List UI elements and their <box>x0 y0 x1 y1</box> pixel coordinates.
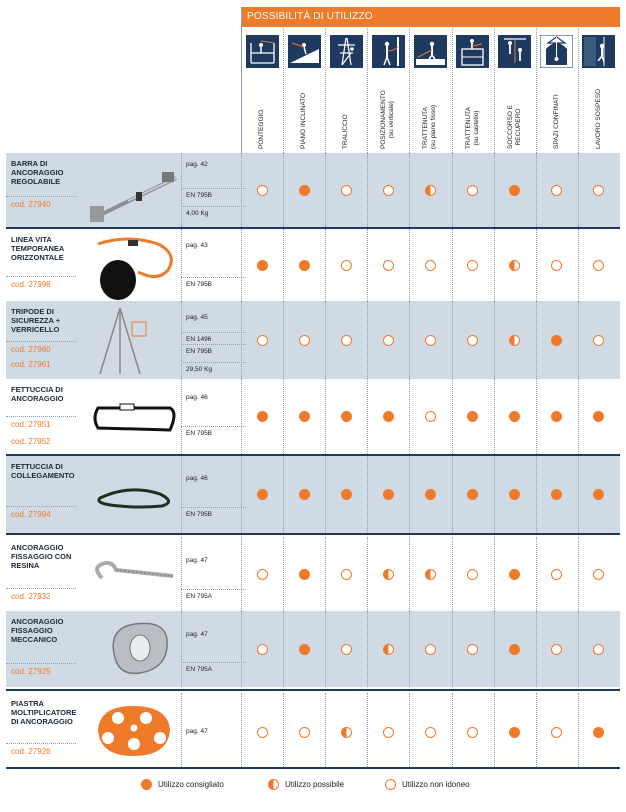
product-info: pag. 47 <box>186 631 208 638</box>
usage-dot-piano_inclinato <box>299 569 310 580</box>
product-info: pag. 47 <box>186 728 208 735</box>
usage-dot-trattenuta_castello <box>467 260 478 271</box>
column-divider <box>578 301 579 379</box>
product-name: BARRA DI ANCORAGGIO REGOLABILE <box>11 159 64 186</box>
info-separator <box>181 589 246 590</box>
product-info: 4,00 Kg <box>186 210 209 217</box>
usage-dot-traliccio <box>341 569 352 580</box>
usage-dot-trattenuta_castello <box>467 411 478 422</box>
column-divider <box>367 379 368 454</box>
column-label-lavoro_sospeso <box>595 89 603 149</box>
column-divider <box>452 229 453 301</box>
column-divider <box>578 537 579 611</box>
info-separator <box>181 662 246 663</box>
pylon-icon <box>330 35 363 68</box>
rescue-icon <box>498 35 531 68</box>
product-image <box>90 304 185 381</box>
column-divider <box>452 28 453 153</box>
group-separator <box>6 454 620 456</box>
column-divider <box>367 28 368 153</box>
usage-dot-soccorso <box>509 335 520 346</box>
suspended-work-icon <box>582 35 615 68</box>
info-separator <box>181 362 246 363</box>
usage-dot-lavoro_sospeso <box>593 185 604 196</box>
column-divider <box>367 229 368 301</box>
column-divider <box>325 301 326 379</box>
product-info: EN 795B <box>186 348 213 355</box>
restraint-flat-icon <box>414 35 447 68</box>
column-divider <box>494 28 495 153</box>
column-divider <box>578 28 579 153</box>
usage-dot-posizionamento <box>383 185 394 196</box>
usage-dot-trattenuta_castello <box>467 644 478 655</box>
column-divider <box>283 456 284 533</box>
column-divider <box>325 537 326 611</box>
usage-dot-posizionamento <box>383 727 394 738</box>
usage-dot-trattenuta_castello <box>467 727 478 738</box>
usage-dot-ponteggio <box>257 489 268 500</box>
column-label-piano_inclinato <box>300 93 308 149</box>
column-divider <box>494 693 495 767</box>
header-blank <box>6 7 241 153</box>
product-name: ANCORAGGIO FISSAGGIO MECCANICO <box>11 617 64 644</box>
product-code: cod. 27925 <box>11 667 51 676</box>
product-image <box>88 232 183 307</box>
usage-dot-lavoro_sospeso <box>593 489 604 500</box>
usage-dot-lavoro_sospeso <box>593 644 604 655</box>
product-image <box>88 700 183 765</box>
usage-dot-traliccio <box>341 644 352 655</box>
header-title: POSSIBILITÀ DI UTILIZZO <box>241 7 620 27</box>
product-code: cod. 27998 <box>11 280 51 289</box>
table-row <box>6 379 620 454</box>
confined-space-icon <box>540 35 573 68</box>
product-info: EN 795B <box>186 192 213 199</box>
usage-dot-ponteggio <box>257 644 268 655</box>
product-code: cod. 27952 <box>11 437 51 446</box>
product-info: pag. 47 <box>186 557 208 564</box>
usage-dot-trattenuta_piano <box>425 569 436 580</box>
usage-dot-piano_inclinato <box>299 727 310 738</box>
table-row <box>6 537 620 611</box>
column-divider <box>409 611 410 687</box>
product-info: EN 795B <box>186 430 213 437</box>
column-divider <box>409 537 410 611</box>
column-divider <box>536 379 537 454</box>
usage-dot-piano_inclinato <box>299 260 310 271</box>
column-label-text: SOCCORSO E <box>506 104 514 149</box>
column-divider <box>494 379 495 454</box>
column-divider <box>241 456 242 533</box>
column-label-posizionamento <box>380 90 396 149</box>
info-separator <box>181 344 246 345</box>
column-label-traliccio <box>342 114 350 149</box>
column-divider <box>494 537 495 611</box>
column-divider <box>283 379 284 454</box>
product-info: EN 795A <box>186 593 213 600</box>
column-divider <box>452 301 453 379</box>
usage-dot-traliccio <box>341 411 352 422</box>
table-row <box>6 611 620 687</box>
scaffold-icon <box>246 35 279 68</box>
code-separator <box>6 341 76 342</box>
usage-dot-piano_inclinato <box>299 644 310 655</box>
column-divider <box>325 611 326 687</box>
product-image <box>90 478 185 518</box>
usage-dot-trattenuta_piano <box>425 489 436 500</box>
column-divider <box>283 301 284 379</box>
column-label-text: TRATTENUTA <box>422 106 430 149</box>
column-divider <box>241 301 242 379</box>
column-divider <box>409 301 410 379</box>
product-code: cod. 27926 <box>11 747 51 756</box>
usage-dot-trattenuta_piano <box>425 335 436 346</box>
column-divider <box>181 537 182 611</box>
legend-item-full <box>141 779 224 790</box>
column-divider <box>452 693 453 767</box>
column-label-trattenuta_castello <box>465 107 481 149</box>
usage-dot-traliccio <box>341 489 352 500</box>
column-divider <box>367 301 368 379</box>
column-divider <box>181 379 182 454</box>
column-divider <box>452 153 453 227</box>
product-info: pag. 46 <box>186 475 208 482</box>
column-divider <box>181 153 182 227</box>
legend-label: Utilizzo non idoneo <box>402 780 470 789</box>
column-divider <box>494 611 495 687</box>
product-code: cod. 27994 <box>11 510 51 519</box>
column-label-text: TRATTENUTA <box>464 106 472 149</box>
usage-dot-trattenuta_castello <box>467 489 478 500</box>
usage-dot-traliccio <box>341 260 352 271</box>
column-divider <box>325 28 326 153</box>
usage-dot-piano_inclinato <box>299 335 310 346</box>
column-divider <box>578 229 579 301</box>
product-info: pag. 46 <box>186 394 208 401</box>
legend-label: Utilizzo possibile <box>285 780 345 789</box>
usage-dot-lavoro_sospeso <box>593 411 604 422</box>
usage-dot-posizionamento <box>383 644 394 655</box>
code-separator <box>6 588 76 589</box>
column-divider <box>241 153 242 227</box>
column-sublabel-text: (su piano fisso) <box>430 104 438 149</box>
usage-dot-soccorso <box>509 260 520 271</box>
group-separator <box>6 533 620 535</box>
column-divider <box>181 456 182 533</box>
usage-dot-posizionamento <box>383 489 394 500</box>
usage-dot-traliccio <box>341 335 352 346</box>
usage-dot-piano_inclinato <box>299 411 310 422</box>
positioning-icon <box>372 35 405 68</box>
column-label-text: POSIZIONAMENTO <box>380 90 388 149</box>
usage-dot-soccorso <box>509 569 520 580</box>
column-divider <box>283 153 284 227</box>
info-separator <box>181 332 246 333</box>
column-label-ponteggio <box>258 110 266 149</box>
usage-dot-ponteggio <box>257 411 268 422</box>
column-divider <box>181 301 182 379</box>
product-image <box>88 558 183 603</box>
column-divider <box>367 537 368 611</box>
product-code: cod. 27960 <box>11 345 51 354</box>
column-divider <box>241 693 242 767</box>
column-divider <box>325 693 326 767</box>
column-divider <box>578 153 579 227</box>
column-divider <box>494 229 495 301</box>
column-label-soccorso <box>507 105 523 149</box>
usage-dot-lavoro_sospeso <box>593 569 604 580</box>
column-divider <box>409 153 410 227</box>
column-divider <box>452 537 453 611</box>
usage-dot-trattenuta_piano <box>425 185 436 196</box>
column-divider <box>536 693 537 767</box>
column-divider <box>241 379 242 454</box>
info-separator <box>181 277 246 278</box>
usage-dot-traliccio <box>341 727 352 738</box>
usage-dot-trattenuta_castello <box>467 335 478 346</box>
product-image <box>90 398 185 443</box>
product-name: ANCORAGGIO FISSAGGIO CON RESINA <box>11 543 72 570</box>
column-sublabel-text: (su verticale) <box>388 101 396 139</box>
column-divider <box>367 611 368 687</box>
restraint-tower-icon <box>456 35 489 68</box>
usage-dot-posizionamento <box>383 260 394 271</box>
column-divider <box>536 229 537 301</box>
column-divider <box>181 611 182 687</box>
column-divider <box>452 379 453 454</box>
column-divider <box>283 693 284 767</box>
usage-dot-spazi_confinati <box>551 185 562 196</box>
usage-dot-piano_inclinato <box>299 185 310 196</box>
usage-dot-soccorso <box>509 411 520 422</box>
column-divider <box>409 693 410 767</box>
usage-dot-posizionamento <box>383 411 394 422</box>
column-sublabel-text: RECUPERO <box>514 108 522 146</box>
code-separator <box>6 416 76 417</box>
product-info: pag. 42 <box>186 161 208 168</box>
product-info: pag. 45 <box>186 314 208 321</box>
usage-dot-lavoro_sospeso <box>593 335 604 346</box>
column-label-text: TRALICCIO <box>342 114 350 149</box>
usage-dot-spazi_confinati <box>551 644 562 655</box>
code-separator <box>6 743 76 744</box>
column-divider <box>283 611 284 687</box>
legend-item-half <box>268 779 344 790</box>
usage-dot-spazi_confinati <box>551 260 562 271</box>
column-divider <box>578 693 579 767</box>
usage-dot-spazi_confinati <box>551 489 562 500</box>
info-separator <box>181 426 246 427</box>
column-divider <box>283 537 284 611</box>
table-row <box>6 456 620 533</box>
column-divider <box>536 611 537 687</box>
usage-dot-trattenuta_castello <box>467 185 478 196</box>
product-name: LINEA VITA TEMPORANEA ORIZZONTALE <box>11 235 65 262</box>
usage-dot-ponteggio <box>257 185 268 196</box>
column-divider <box>283 229 284 301</box>
table-row <box>6 693 620 767</box>
column-divider <box>494 301 495 379</box>
column-divider <box>367 456 368 533</box>
column-divider <box>325 229 326 301</box>
column-label-text: PONTEGGIO <box>258 109 266 149</box>
product-code: cod. 27961 <box>11 360 51 369</box>
legend-label: Utilizzo consigliato <box>158 780 224 789</box>
usage-dot-soccorso <box>509 489 520 500</box>
usage-dot-trattenuta_castello <box>467 569 478 580</box>
column-label-text: LAVORO SOSPESO <box>594 88 602 149</box>
column-label-spazi_confinati <box>553 94 561 149</box>
column-divider <box>409 456 410 533</box>
usage-dot-spazi_confinati <box>551 335 562 346</box>
usage-dot-soccorso <box>509 644 520 655</box>
column-divider <box>452 611 453 687</box>
code-separator <box>6 196 76 197</box>
group-separator <box>6 689 620 691</box>
group-separator <box>6 767 620 769</box>
column-divider <box>181 693 182 767</box>
column-label-text: SPAZI CONFINATI <box>552 94 560 149</box>
column-divider <box>409 28 410 153</box>
product-info: 29,50 Kg <box>186 366 213 373</box>
header-divider <box>241 7 242 153</box>
column-divider <box>241 537 242 611</box>
info-separator <box>181 188 246 189</box>
usage-dot-ponteggio <box>257 569 268 580</box>
column-divider <box>536 28 537 153</box>
product-info: EN 795B <box>186 511 213 518</box>
table-row <box>6 153 620 227</box>
inclined-roof-icon <box>288 35 321 68</box>
column-divider <box>578 611 579 687</box>
usage-dot-spazi_confinati <box>551 727 562 738</box>
column-divider <box>536 537 537 611</box>
code-separator <box>6 506 76 507</box>
column-label-trattenuta_piano <box>422 105 438 149</box>
usage-dot-ponteggio <box>257 335 268 346</box>
product-info: EN 795A <box>186 666 213 673</box>
column-divider <box>241 229 242 301</box>
column-divider <box>536 456 537 533</box>
column-divider <box>241 611 242 687</box>
column-divider <box>325 456 326 533</box>
code-separator <box>6 663 76 664</box>
column-divider <box>494 153 495 227</box>
product-code: cod. 27932 <box>11 592 51 601</box>
usage-dot-trattenuta_piano <box>425 260 436 271</box>
legend-dot <box>385 779 396 790</box>
legend-dot <box>141 779 152 790</box>
column-divider <box>578 456 579 533</box>
column-divider <box>452 456 453 533</box>
column-divider <box>325 153 326 227</box>
column-divider <box>325 379 326 454</box>
usage-dot-trattenuta_piano <box>425 644 436 655</box>
usage-dot-ponteggio <box>257 260 268 271</box>
column-divider <box>494 456 495 533</box>
code-separator <box>6 276 76 277</box>
product-name: PIASTRA MOLTIPLICATORE DI ANCORAGGIO <box>11 699 77 726</box>
usage-dot-spazi_confinati <box>551 411 562 422</box>
info-separator <box>181 206 246 207</box>
usage-dot-piano_inclinato <box>299 489 310 500</box>
table-row <box>6 301 620 379</box>
column-divider <box>536 153 537 227</box>
usage-dot-trattenuta_piano <box>425 727 436 738</box>
product-code: cod. 27940 <box>11 200 51 209</box>
usage-dot-soccorso <box>509 727 520 738</box>
product-name: FETTUCCIA DI COLLEGAMENTO <box>11 462 75 480</box>
column-divider <box>578 379 579 454</box>
column-divider <box>409 379 410 454</box>
usage-dot-soccorso <box>509 185 520 196</box>
info-separator <box>181 507 246 508</box>
table-row <box>6 229 620 301</box>
column-divider <box>536 301 537 379</box>
product-image <box>95 618 190 683</box>
usage-dot-lavoro_sospeso <box>593 727 604 738</box>
column-divider <box>367 153 368 227</box>
usage-dot-spazi_confinati <box>551 569 562 580</box>
usage-dot-posizionamento <box>383 569 394 580</box>
legend-dot <box>268 779 279 790</box>
product-name: TRIPODE DI SICUREZZA + VERRICELLO <box>11 307 61 334</box>
column-divider <box>181 229 182 301</box>
column-divider <box>367 693 368 767</box>
product-image <box>88 168 183 228</box>
column-divider <box>409 229 410 301</box>
usage-dot-trattenuta_piano <box>425 411 436 422</box>
legend-item-none <box>385 779 470 790</box>
group-separator <box>6 227 620 229</box>
product-name: FETTUCCIA DI ANCORAGGIO <box>11 385 64 403</box>
column-label-text: PIANO INCLINATO <box>300 92 308 149</box>
product-info: pag. 43 <box>186 242 208 249</box>
column-sublabel-text: (su castello) <box>472 110 480 146</box>
usage-dot-posizionamento <box>383 335 394 346</box>
column-divider <box>283 28 284 153</box>
usage-dot-lavoro_sospeso <box>593 260 604 271</box>
product-code: cod. 27951 <box>11 420 51 429</box>
product-info: EN 795B <box>186 281 213 288</box>
product-info: EN 1496 <box>186 336 212 343</box>
usage-dot-ponteggio <box>257 727 268 738</box>
usage-dot-traliccio <box>341 185 352 196</box>
